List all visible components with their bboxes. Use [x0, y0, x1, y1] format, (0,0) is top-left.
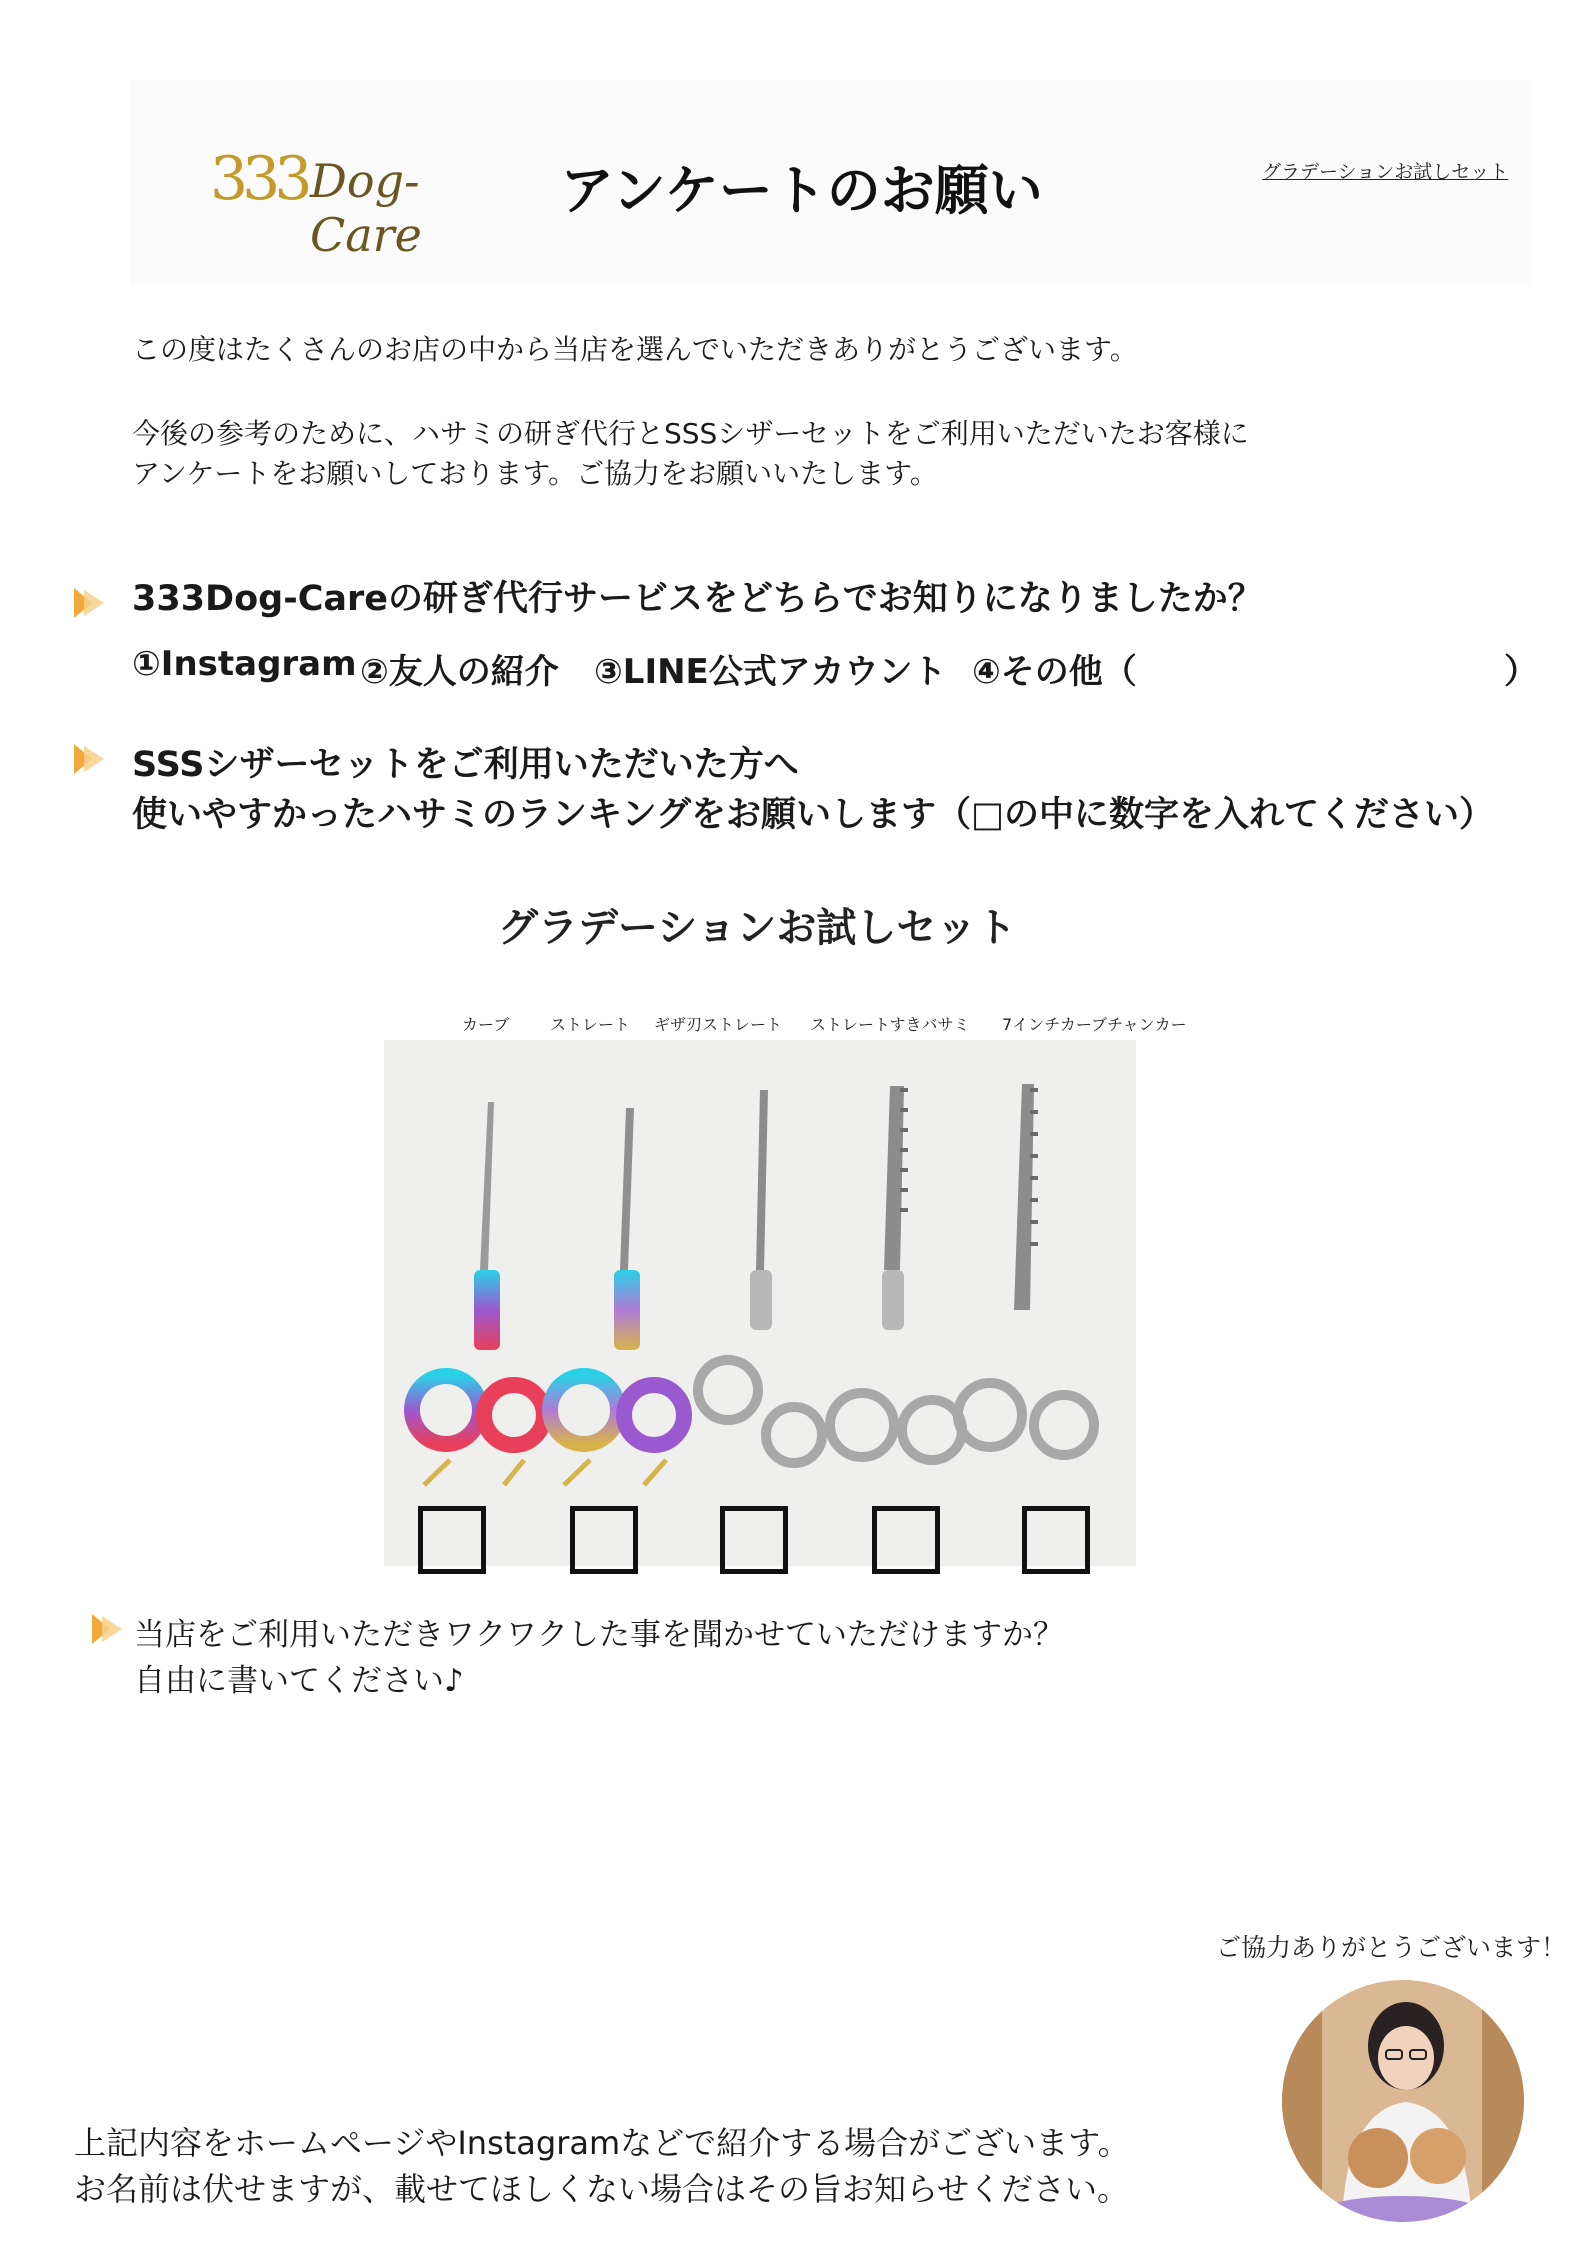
rank-box-serrated[interactable] [720, 1506, 788, 1574]
thanks-text: ご協力ありがとうございます！ [1216, 1933, 1567, 1962]
logo [210, 140, 520, 262]
rank-box-thinning[interactable] [872, 1506, 940, 1574]
intro-line-2: 今後の参考のために、ハサミの研ぎ代行とSSSシザーセットをご利用いただいたお客様に [132, 417, 1249, 450]
staff-with-dogs-illustration [1282, 1980, 1524, 2222]
logo-script: Dog-Care [310, 154, 422, 262]
set-title: グラデーションお試しセット [498, 905, 1017, 951]
question-2-line-1: SSSシザーセットをご利用いただいた方へ [132, 745, 799, 785]
option-other[interactable]: ④その他（ [972, 652, 1137, 692]
rank-box-chunker[interactable] [1022, 1506, 1090, 1574]
question-2-line-2: 使いやすかったハサミのランキングをお願いします（□の中に数字を入れてください） [132, 795, 1495, 835]
option-instagram[interactable]: ①Instagram [132, 644, 357, 684]
intro-line-3: アンケートをお願いしております。ご協力をお願いいたします。 [132, 457, 938, 490]
page-title: アンケートのお願い [560, 159, 1043, 222]
footer-line-2: お名前は伏せますが、載せてほしくない場合はその旨お知らせください。 [74, 2170, 1130, 2208]
scissor-label-thinning: ストレートすきバサミ [810, 1015, 970, 1034]
arrow-bullet-icon [72, 586, 106, 620]
scissor-thinning [830, 1086, 962, 1460]
scissor-straight [550, 1108, 684, 1485]
arrow-bullet-icon [72, 742, 106, 776]
scissor-label-straight: ストレート [550, 1015, 631, 1034]
option-other-close: ） [1504, 652, 1538, 692]
question-1: 333Dog-Careの研ぎ代行サービスをどちらでお知りになりましたか？ [132, 579, 1263, 619]
scissor-labels [380, 1012, 1230, 1038]
arrow-bullet-icon [90, 1612, 124, 1646]
rank-box-straight[interactable] [570, 1506, 638, 1574]
scissor-chunker [958, 1084, 1094, 1455]
option-friend[interactable]: ②友人の紹介 [360, 652, 559, 692]
top-link[interactable]: グラデーションお試しセット [1262, 161, 1509, 183]
option-line[interactable]: ③LINE公式アカウント [594, 652, 947, 692]
scissor-label-serrated: ギザ刃ストレート [654, 1015, 783, 1034]
scissors-illustration [384, 1040, 1136, 1566]
footer-line-1: 上記内容をホームページやInstagramなどで紹介する場合がございます。 [74, 2124, 1130, 2162]
scissor-serrated [698, 1090, 822, 1463]
scissor-curve [412, 1102, 544, 1485]
intro-line-1: この度はたくさんのお店の中から当店を選んでいただきありがとうございます。 [132, 333, 1138, 366]
question-3-line-2: 自由に書いてください♪ [134, 1663, 464, 1699]
staff-photo-avatar [1282, 1980, 1524, 2222]
logo-number: 333 [210, 144, 307, 214]
scissor-label-curve: カーブ [462, 1015, 510, 1034]
scissors-photo [384, 1040, 1136, 1566]
rank-box-curve[interactable] [418, 1506, 486, 1574]
question-3-line-1: 当店をご利用いただきワクワクした事を聞かせていただけますか？ [134, 1617, 1064, 1653]
scissor-label-chunker: 7インチカーブチャンカー [1002, 1015, 1187, 1034]
